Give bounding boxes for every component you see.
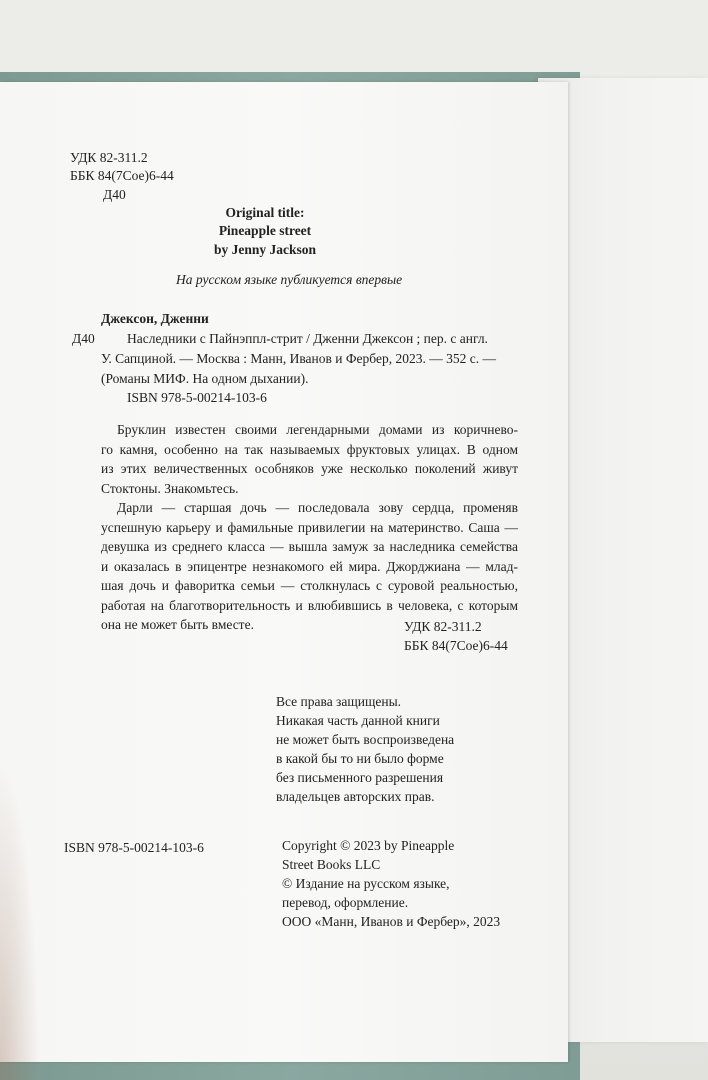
- catalog-line: Наследники с Пайнэппл-стрит / Дженни Джексон ; пер. с англ.: [127, 331, 488, 346]
- annotation-line: работая на благотворительность и влюбившись в человека, с которым: [101, 597, 518, 613]
- annotation-line: она не может быть вместе.: [101, 617, 254, 632]
- finger-shadow: [0, 760, 40, 1080]
- isbn-bottom: ISBN 978-5-00214-103-6: [64, 840, 204, 855]
- bbk-code: ББК 84(7Сое)6-44: [70, 168, 174, 183]
- annotation-line: девушка из среднего класса — вышла замуж за наследника семейства: [101, 539, 518, 554]
- catalog-author-mark: Д40: [72, 331, 95, 346]
- annotation-paragraph-2: [101, 498, 518, 635]
- annotation-paragraph-1: [101, 420, 518, 498]
- original-title: Pineapple street: [218, 223, 312, 238]
- annotation-line: и оказалась в эпицентре незнакомого ей мира. Джорджиана — млад-: [101, 558, 518, 574]
- rights-line: без письменного разрешения: [276, 770, 444, 785]
- catalog-line: У. Сапциной. — Москва : Манн, Иванов и Фербер, 2023. — 352 с. —: [101, 351, 496, 366]
- rights-line: владельцев авторских прав.: [276, 789, 435, 804]
- udk-code: УДК 82-311.2: [70, 150, 148, 165]
- annotation-line: Бруклин известен своими легендарными домами из коричнево-: [117, 422, 518, 437]
- author-mark: Д40: [103, 187, 126, 202]
- copyright-line: перевод, оформление.: [282, 895, 409, 910]
- catalog-isbn: ISBN 978-5-00214-103-6: [127, 390, 267, 405]
- annotation-line: Стоктоны. Знакомьтесь.: [101, 480, 239, 496]
- catalog-author-heading: Джексон, Дженни: [101, 311, 209, 326]
- udk-code-repeat: УДК 82-311.2: [404, 619, 482, 634]
- original-author: by Jenny Jackson: [213, 242, 317, 257]
- rights-line: в какой бы то ни было форме: [276, 751, 444, 766]
- copyright-line: Street Books LLC: [282, 857, 381, 872]
- rights-line: Все права защищены.: [276, 694, 402, 709]
- copyright-line: © Издание на русском языке,: [282, 876, 450, 891]
- annotation-line: го камня, особенно на так называемых фруктовых улицах. В одном: [101, 441, 518, 457]
- annotation-line: успешную карьеру и фамильные привилегии на материнство. Саша —: [101, 519, 518, 535]
- bbk-code-repeat: ББК 84(7Сое)6-44: [404, 638, 508, 653]
- copyright-line: Copyright © 2023 by Pineapple: [282, 838, 455, 853]
- catalog-line: (Романы МИФ. На одном дыхании).: [101, 371, 309, 386]
- original-title-label: Original title:: [225, 205, 305, 220]
- first-published-note: На русском языке публикуется впервые: [176, 272, 403, 287]
- rights-line: Никакая часть данной книги: [276, 713, 440, 728]
- annotation-line: из этих величественных особняков уже несколько поколений живут: [101, 461, 518, 476]
- annotation-line: шая дочь и фаворитка семьи — столкнулась с суровой реальностью,: [101, 578, 518, 593]
- copyright-line: ООО «Манн, Иванов и Фербер», 2023: [282, 914, 501, 929]
- rights-line: не может быть воспроизведена: [276, 732, 455, 747]
- annotation-line: Дарли — старшая дочь — последовала зову сердца, променяв: [117, 500, 518, 515]
- copyright-page: [0, 82, 568, 1062]
